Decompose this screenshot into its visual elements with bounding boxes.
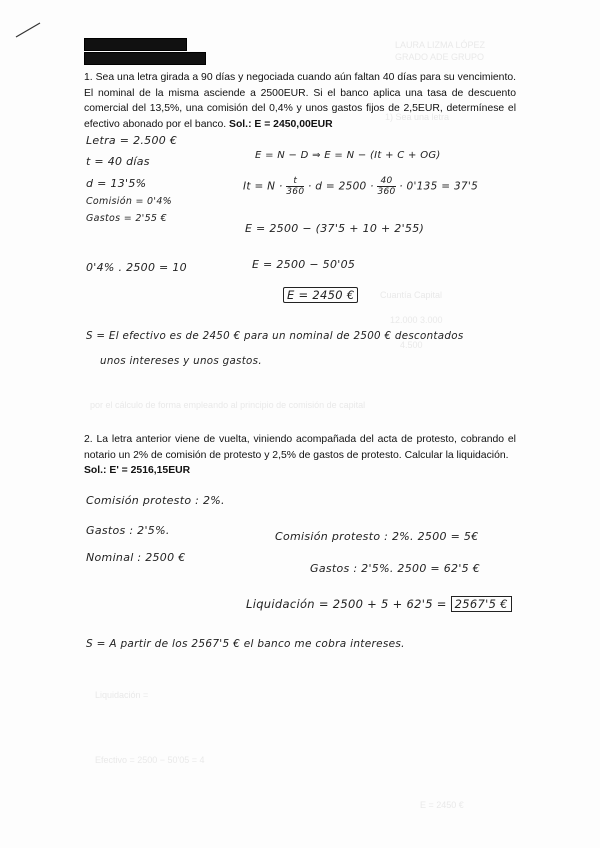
hw-comision-calc-2: Comisión protesto : 2%. 2500 = 5€ [275, 530, 479, 543]
hw-liquidacion: Liquidación = 2500 + 5 + 62'5 = 2567'5 € [246, 597, 512, 611]
hw-conclusion-2: S = A partir de los 2567'5 € el banco me cobra intereses. [86, 638, 405, 650]
hw-comision-protesto: Comisión protesto : 2%. [86, 494, 225, 507]
hw-liquidacion-boxed: 2567'5 € [451, 596, 512, 612]
hw-formula-e: E = N − D ⇒ E = N − (It + C + OG) [255, 150, 441, 161]
hw-gastos: Gastos = 2'55 € [86, 213, 167, 224]
hw-e-substitution: E = 2500 − (37'5 + 10 + 2'55) [245, 222, 425, 235]
hw-d: d = 13'5% [86, 177, 147, 190]
hw-t: t = 40 días [86, 155, 150, 168]
hw-comision: Comisión = 0'4% [86, 196, 172, 207]
hw-comision-calc: 0'4% . 2500 = 10 [86, 261, 187, 274]
problem-2-statement: 2. La letra anterior viene de vuelta, viniendo acompañada del acta de protesto, cobrando el notario un 2% de comisión de protesto y 2,5% de gastos de protesto. Calcular la liquidación. Sol.: E' = 2516,15EUR [84, 434, 516, 476]
hw-conclusion-1a: S = El efectivo es de 2450 € para un nominal de 2500 € descontados [86, 330, 464, 342]
hw-gastos-calc-2: Gastos : 2'5%. 2500 = 62'5 € [310, 562, 481, 575]
redacted-group [84, 52, 206, 65]
hw-gastos-protesto: Gastos : 2'5%. [86, 524, 170, 537]
redacted-name [84, 38, 187, 51]
hw-e-boxed: E = 2450 € [283, 288, 358, 302]
hw-formula-it: It = N · $\frac{t}{360}$ · d = 2500 · $\frac{40}{360}$ · 0'135 = 37'5 [243, 176, 479, 197]
scanned-page: LAURA LIZMA LÓPEZ GRADO ADE GRUPO 1) Sea una letra Cuantía Capital 12.000 3.000 4.500 por el cálculo de forma empleando al principio de comisión de capital Liquidación = Efectivo = 2500 − 50'05 = 4 E = 2450 € 1. Sea una letra girada a 90 días y negociada cuando aún faltan 40 días para su vencimiento. El nominal de la misma asciende a 2500EUR. Si el banco aplica una tasa de descuento comercial del 13,5%, una comisión del 0,4% y unos gastos fijos de 2,5EUR, determínese el efectivo abonado por el banco. Sol.: E = 2450,00EUR Letra = 2.500 € t = 40 días d = 13'5% Comisión = 0'4% Gastos = 2'55 € E = N − D ⇒ E = N − (It + C + OG) It = N · $\frac{t}{360}$ · d = 2500 · $\frac{40}{360}$ · 0'135 = 37'5 E = 2500 − (37'5 + 10 + 2'55) 0'4% . 2500 = 10 E = 2500 − 50'05 E = 2450 € S = El efectivo es de 2450 € para un nominal de 2500 € descontados unos intereses y unos gastos. 2. La letra anterior viene de vuelta, viniendo acompañada del acta de protesto, cobrando el notario un 2% de comisión de protesto y 2,5% de gastos de protesto. Calcular la liquidación. Sol.: E' = 2516,15EUR Comisión protesto : 2%. Gastos : 2'5%. Nominal : 2500 € Comisión protesto : 2%. 2500 = 5€ Gastos : 2'5%. 2500 = 62'5 € Liquidación = 2500 + 5 + 62'5 = 2567'5 € S = A partir de los 2567'5 € el banco me cobra intereses. [0, 0, 600, 848]
pen-mark-icon [14, 20, 44, 40]
hw-e-result-line: E = 2500 − 50'05 [252, 258, 356, 271]
hw-nominal: Nominal : 2500 € [86, 551, 186, 564]
hw-letra: Letra = 2.500 € [86, 134, 178, 147]
problem-1-statement: 1. Sea una letra girada a 90 días y negociada cuando aún faltan 40 días para su vencimiento. El nominal de la misma asciende a 2500EUR. Si el banco aplica una tasa de descuento comercial del 13,5%, una comisión del 0,4% y unos gastos fijos de 2,5EUR, determínese el efectivo abonado por el banco. Sol.: E = 2450,00EUR [84, 72, 516, 130]
hw-conclusion-1b: unos intereses y unos gastos. [100, 355, 262, 367]
